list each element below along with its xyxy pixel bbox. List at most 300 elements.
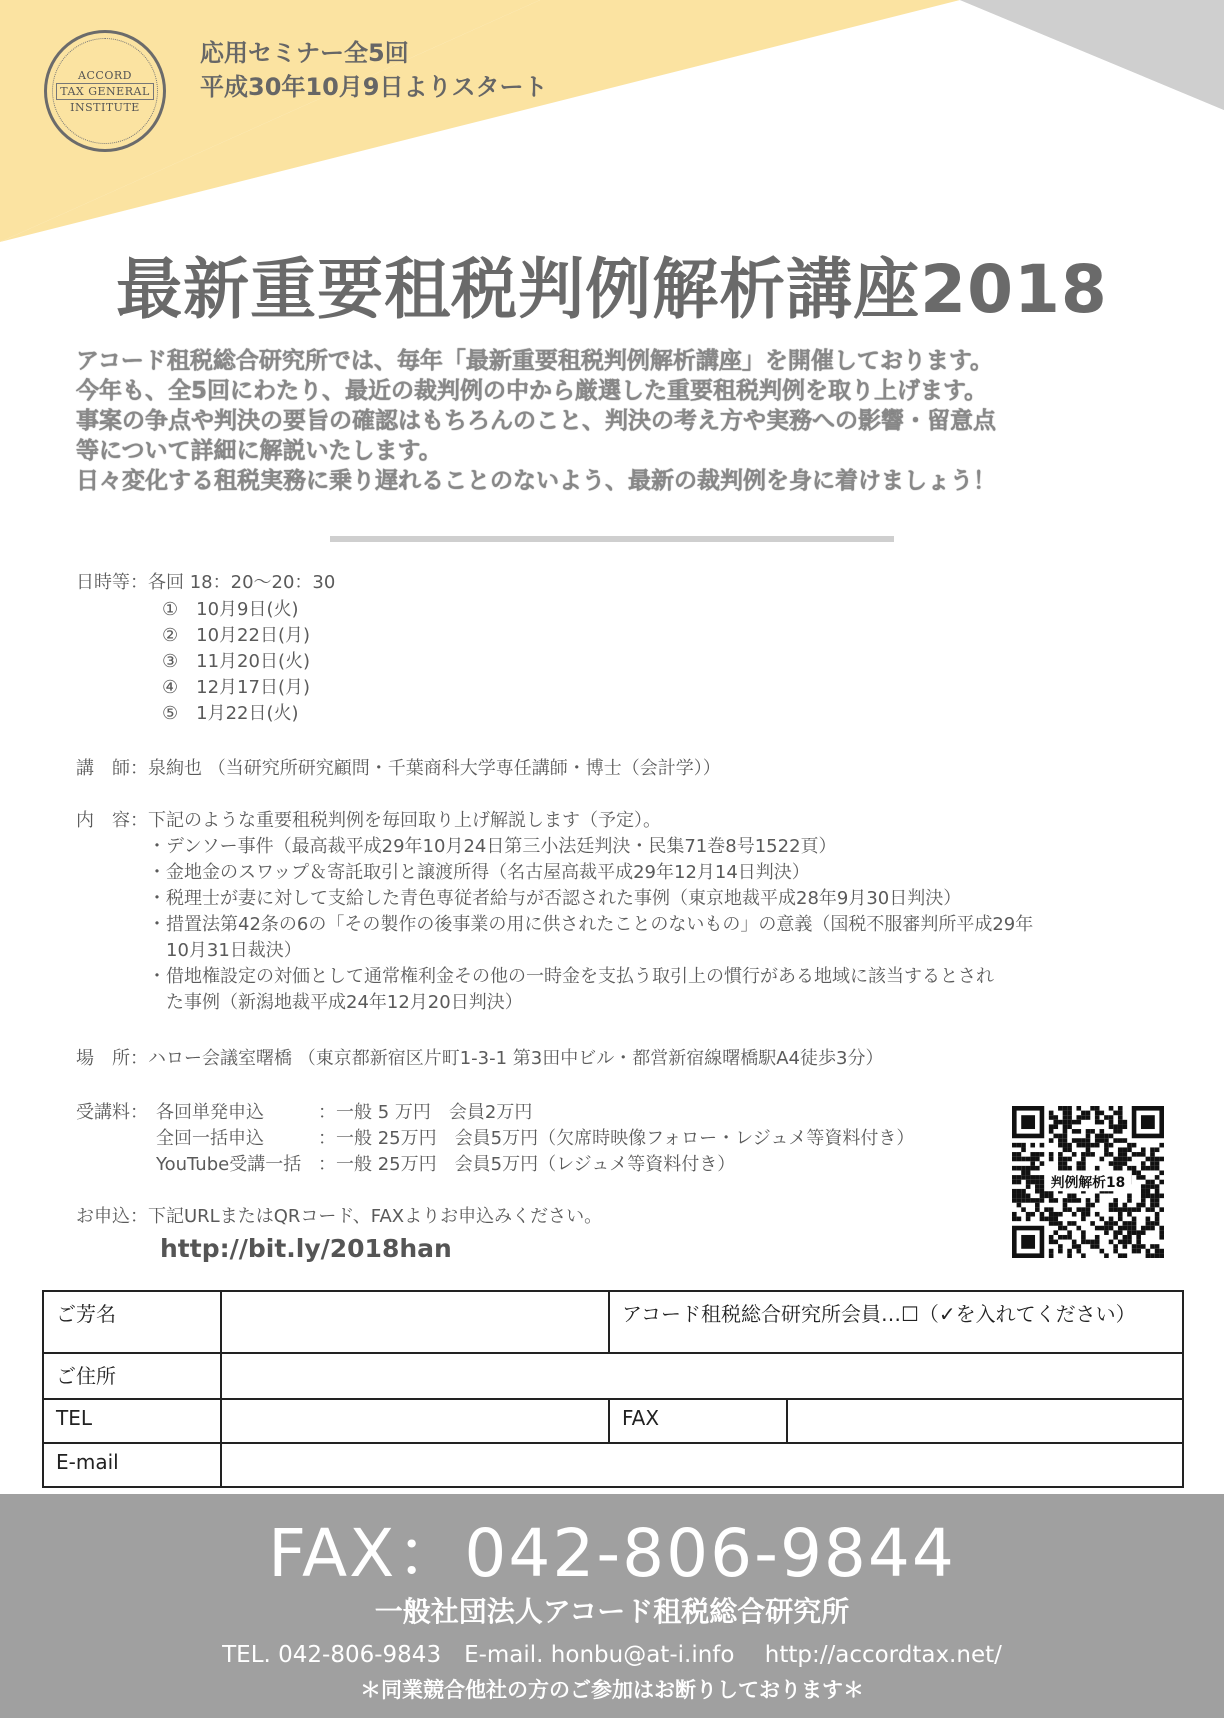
qr-module	[1058, 1138, 1063, 1143]
qr-module	[1141, 1244, 1146, 1249]
qr-module	[1090, 1203, 1095, 1208]
qr-module	[1095, 1240, 1100, 1245]
qr-module	[1159, 1253, 1164, 1258]
qr-module	[1067, 1115, 1072, 1120]
qr-module	[1012, 1157, 1017, 1162]
qr-module	[1104, 1226, 1109, 1231]
qr-module	[1017, 1152, 1022, 1157]
qr-module	[1072, 1194, 1077, 1199]
qr-module	[1081, 1161, 1086, 1166]
fees-table	[156, 1100, 914, 1178]
qr-module	[1044, 1207, 1049, 1212]
application-form	[42, 1290, 1184, 1488]
fee-detail: ：一般 25万円 会員5万円（欠席時映像フォロー・レジュメ等資料付き）	[318, 1128, 915, 1149]
qr-module	[1012, 1212, 1017, 1217]
qr-module	[1012, 1175, 1017, 1180]
qr-module	[1146, 1189, 1151, 1194]
content-list	[148, 834, 1033, 1016]
qr-module	[1063, 1235, 1068, 1240]
qr-module	[1118, 1212, 1123, 1217]
qr-module	[1159, 1230, 1164, 1235]
qr-module	[1076, 1138, 1081, 1143]
qr-module	[1118, 1166, 1123, 1171]
qr-module	[1095, 1106, 1100, 1111]
qr-module	[1136, 1235, 1141, 1240]
qr-module	[1067, 1221, 1072, 1226]
schedule-date: ② 10月22日(月)	[162, 625, 310, 646]
qr-module	[1040, 1194, 1045, 1199]
qr-module	[1123, 1157, 1128, 1162]
qr-module	[1109, 1221, 1114, 1226]
qr-module	[1123, 1161, 1128, 1166]
qr-module	[1040, 1143, 1045, 1148]
qr-module	[1049, 1207, 1054, 1212]
qr-module	[1113, 1203, 1118, 1208]
qr-module	[1159, 1207, 1164, 1212]
qr-module	[1109, 1161, 1114, 1166]
qr-module	[1155, 1249, 1160, 1254]
qr-module	[1081, 1157, 1086, 1162]
qr-module	[1081, 1240, 1086, 1245]
qr-module	[1067, 1147, 1072, 1152]
qr-module	[1058, 1249, 1063, 1254]
qr-module	[1095, 1166, 1100, 1171]
qr-module	[1109, 1217, 1114, 1222]
qr-module	[1100, 1217, 1105, 1222]
qr-module	[1072, 1221, 1077, 1226]
schedule-label: 日時等：各回 18：20～20：30	[76, 572, 336, 593]
qr-module	[1040, 1212, 1045, 1217]
qr-module	[1150, 1157, 1155, 1162]
qr-module	[1072, 1198, 1077, 1203]
footer-notice: ＊同業競合他社の方のご参加はお断りしております＊	[360, 1678, 864, 1702]
qr-module	[1155, 1244, 1160, 1249]
qr-module	[1113, 1221, 1118, 1226]
qr-module	[1053, 1230, 1058, 1235]
fee-detail: ：一般 25万円 会員5万円（レジュメ等資料付き）	[318, 1154, 736, 1175]
qr-module	[1076, 1249, 1081, 1254]
qr-module	[1136, 1230, 1141, 1235]
qr-module	[1017, 1194, 1022, 1199]
qr-module	[1132, 1249, 1137, 1254]
qr-module	[1132, 1152, 1137, 1157]
qr-module	[1026, 1217, 1031, 1222]
qr-module	[1150, 1207, 1155, 1212]
qr-module	[1040, 1184, 1045, 1189]
qr-module	[1113, 1244, 1118, 1249]
qr-module	[1127, 1147, 1132, 1152]
qr-module	[1118, 1157, 1123, 1162]
address-field[interactable]	[221, 1353, 1183, 1399]
qr-module	[1113, 1230, 1118, 1235]
qr-module	[1049, 1240, 1054, 1245]
qr-module	[1049, 1235, 1054, 1240]
qr-module	[1150, 1194, 1155, 1199]
qr-module	[1086, 1138, 1091, 1143]
qr-module	[1104, 1152, 1109, 1157]
qr-module	[1021, 1194, 1026, 1199]
qr-module	[1095, 1143, 1100, 1148]
intro-line: 等について詳細に解説いたします。	[76, 438, 442, 464]
qr-module	[1067, 1235, 1072, 1240]
intro-line: 日々変化する租税実務に乗り遅れることのないよう、最新の裁判例を身に着けましょう！	[76, 468, 996, 494]
qr-module	[1017, 1175, 1022, 1180]
qr-module	[1141, 1203, 1146, 1208]
qr-module	[1136, 1152, 1141, 1157]
qr-module	[1095, 1235, 1100, 1240]
schedule-date: ⑤ 1月22日(火)	[162, 703, 299, 724]
qr-module	[1146, 1207, 1151, 1212]
qr-module	[1067, 1230, 1072, 1235]
qr-module	[1095, 1198, 1100, 1203]
qr-module	[1026, 1184, 1031, 1189]
qr-module	[1012, 1152, 1017, 1157]
qr-module	[1063, 1203, 1068, 1208]
qr-module	[1090, 1244, 1095, 1249]
qr-module	[1123, 1138, 1128, 1143]
qr-module	[1150, 1244, 1155, 1249]
footer-organization: 一般社団法人アコード租税総合研究所	[374, 1595, 850, 1628]
qr-module	[1058, 1143, 1063, 1148]
qr-module	[1141, 1230, 1146, 1235]
qr-module	[1118, 1161, 1123, 1166]
qr-module	[1021, 1157, 1026, 1162]
qr-module	[1058, 1212, 1063, 1217]
qr-module	[1021, 1189, 1026, 1194]
qr-module	[1067, 1253, 1072, 1258]
qr-module	[1049, 1194, 1054, 1199]
qr-module	[1155, 1203, 1160, 1208]
qr-module	[1141, 1194, 1146, 1199]
qr-module	[1159, 1235, 1164, 1240]
qr-module	[1104, 1143, 1109, 1148]
qr-module	[1095, 1226, 1100, 1231]
intro-line: 事案の争点や判決の要旨の確認はもちろんのこと、判決の考え方や実務への影響・留意点	[76, 408, 996, 434]
qr-module	[1058, 1106, 1063, 1111]
qr-module	[1095, 1111, 1100, 1116]
content-item: た事例（新潟地裁平成24年12月20日判決）	[148, 992, 523, 1013]
qr-module	[1141, 1152, 1146, 1157]
qr-module	[1146, 1184, 1151, 1189]
qr-module	[1049, 1129, 1054, 1134]
fee-name: 各回単発申込	[156, 1102, 264, 1123]
qr-module	[1017, 1180, 1022, 1185]
qr-module	[1063, 1166, 1068, 1171]
qr-module	[1067, 1111, 1072, 1116]
qr-module	[1155, 1166, 1160, 1171]
banner-seminar-count: 応用セミナー全5回	[200, 39, 409, 67]
qr-module	[1090, 1106, 1095, 1111]
qr-module	[1081, 1152, 1086, 1157]
fee-row	[156, 1152, 914, 1178]
qr-module	[1021, 1143, 1026, 1148]
qr-module	[1146, 1226, 1151, 1231]
qr-module	[1150, 1226, 1155, 1231]
email-field[interactable]	[221, 1443, 1183, 1487]
qr-module	[1127, 1230, 1132, 1235]
form-label-fax: FAX	[609, 1399, 787, 1443]
qr-module	[1012, 1217, 1017, 1222]
qr-module	[1127, 1240, 1132, 1245]
qr-module	[1067, 1207, 1072, 1212]
qr-module	[1086, 1147, 1091, 1152]
qr-module	[1081, 1143, 1086, 1148]
qr-code[interactable]	[1012, 1106, 1164, 1258]
qr-module	[1118, 1138, 1123, 1143]
content-item: ・金地金のスワップ＆寄託取引と譲渡所得（名古屋高裁平成29年12月14日判決）	[148, 862, 810, 883]
qr-module	[1086, 1152, 1091, 1157]
venue-info: 場 所：ハロー会議室曙橋 （東京都新宿区片町1-3-1 第3田中ビル・都営新宿線曙橋駅A4徒歩3分）	[76, 1048, 884, 1069]
tel-field[interactable]	[221, 1399, 609, 1443]
qr-module	[1076, 1226, 1081, 1231]
qr-module	[1081, 1217, 1086, 1222]
qr-module	[1123, 1152, 1128, 1157]
qr-module	[1030, 1152, 1035, 1157]
qr-module	[1058, 1244, 1063, 1249]
qr-module	[1155, 1184, 1160, 1189]
qr-module	[1141, 1166, 1146, 1171]
qr-module	[1063, 1134, 1068, 1139]
qr-module	[1017, 1203, 1022, 1208]
qr-module	[1132, 1166, 1137, 1171]
qr-module	[1058, 1120, 1063, 1125]
qr-module	[1141, 1161, 1146, 1166]
application-url-link[interactable]: http://bit.ly/2018han	[160, 1234, 452, 1263]
qr-module	[1136, 1175, 1141, 1180]
qr-module	[1063, 1124, 1068, 1129]
qr-module	[1113, 1207, 1118, 1212]
qr-module	[1017, 1166, 1022, 1171]
qr-module	[1104, 1115, 1109, 1120]
qr-module	[1081, 1166, 1086, 1171]
qr-module	[1063, 1115, 1068, 1120]
qr-module	[1049, 1115, 1054, 1120]
qr-module	[1035, 1157, 1040, 1162]
qr-module	[1026, 1157, 1031, 1162]
qr-module	[1146, 1157, 1151, 1162]
qr-module	[1150, 1161, 1155, 1166]
qr-module	[1090, 1143, 1095, 1148]
qr-module	[1159, 1143, 1164, 1148]
qr-module	[1063, 1147, 1068, 1152]
qr-module	[1021, 1166, 1026, 1171]
qr-module	[1049, 1138, 1054, 1143]
qr-module	[1030, 1161, 1035, 1166]
qr-module	[1030, 1212, 1035, 1217]
qr-module	[1049, 1249, 1054, 1254]
qr-module	[1049, 1217, 1054, 1222]
qr-module	[1049, 1111, 1054, 1116]
qr-module	[1026, 1212, 1031, 1217]
qr-module	[1109, 1124, 1114, 1129]
qr-module	[1026, 1180, 1031, 1185]
qr-module	[1118, 1124, 1123, 1129]
qr-module	[1132, 1207, 1137, 1212]
qr-module	[1076, 1120, 1081, 1125]
form-label-tel: TEL	[43, 1399, 221, 1443]
qr-module	[1095, 1194, 1100, 1199]
qr-module	[1053, 1134, 1058, 1139]
content-item: 10月31日裁決）	[148, 940, 302, 961]
qr-module	[1136, 1244, 1141, 1249]
qr-module	[1081, 1115, 1086, 1120]
qr-module	[1113, 1138, 1118, 1143]
qr-module	[1021, 1198, 1026, 1203]
qr-module	[1109, 1120, 1114, 1125]
form-label-name: ご芳名	[43, 1291, 221, 1353]
qr-module	[1017, 1217, 1022, 1222]
qr-module	[1104, 1221, 1109, 1226]
qr-module	[1049, 1198, 1054, 1203]
qr-module	[1150, 1147, 1155, 1152]
qr-module	[1040, 1198, 1045, 1203]
qr-module	[1053, 1198, 1058, 1203]
qr-module	[1150, 1221, 1155, 1226]
qr-module	[1058, 1157, 1063, 1162]
qr-module	[1058, 1134, 1063, 1139]
section-divider	[330, 536, 894, 542]
qr-module	[1030, 1166, 1035, 1171]
qr-module	[1012, 1198, 1017, 1203]
qr-module	[1118, 1253, 1123, 1258]
qr-module	[1026, 1166, 1031, 1171]
qr-module	[1132, 1244, 1137, 1249]
qr-module	[1086, 1203, 1091, 1208]
qr-module	[1127, 1143, 1132, 1148]
schedule-date: ④ 12月17日(月)	[162, 677, 310, 698]
qr-module	[1136, 1240, 1141, 1245]
qr-label: 判例解析18	[1050, 1175, 1126, 1192]
qr-module	[1090, 1129, 1095, 1134]
qr-module	[1155, 1221, 1160, 1226]
qr-module	[1109, 1134, 1114, 1139]
qr-module	[1072, 1138, 1077, 1143]
qr-module	[1076, 1161, 1081, 1166]
qr-module	[1090, 1152, 1095, 1157]
qr-module	[1123, 1235, 1128, 1240]
qr-module	[1150, 1180, 1155, 1185]
qr-module	[1053, 1221, 1058, 1226]
qr-module	[1123, 1244, 1128, 1249]
fee-name: 全回一括申込	[156, 1128, 264, 1149]
fee-row	[156, 1126, 914, 1152]
qr-module	[1095, 1115, 1100, 1120]
lecturer-info: 講 師：泉絢也 （当研究所研究顧問・千葉商科大学専任講師・博士（会計学））	[76, 758, 721, 779]
qr-module	[1021, 1147, 1026, 1152]
qr-module	[1086, 1198, 1091, 1203]
qr-module	[1109, 1207, 1114, 1212]
name-field[interactable]	[221, 1291, 609, 1353]
qr-module	[1030, 1157, 1035, 1162]
qr-module	[1123, 1207, 1128, 1212]
qr-module	[1127, 1194, 1132, 1199]
qr-module	[1086, 1240, 1091, 1245]
qr-module	[1146, 1253, 1151, 1258]
qr-module	[1100, 1134, 1105, 1139]
content-item: ・措置法第42条の6の「その製作の後事業の用に供されたことのないもの」の意義（国税不服審判所平成29年	[148, 914, 1034, 935]
qr-module	[1123, 1120, 1128, 1125]
qr-module	[1049, 1212, 1054, 1217]
seal-line-3: INSTITUTE	[70, 100, 140, 114]
form-label-address: ご住所	[43, 1353, 221, 1399]
qr-module	[1030, 1175, 1035, 1180]
qr-module	[1067, 1124, 1072, 1129]
intro-line: 今年も、全5回にわたり、最近の裁判例の中から厳選した重要租税判例を取り上げます。	[76, 378, 988, 404]
qr-module	[1035, 1175, 1040, 1180]
form-label-email: E-mail	[43, 1443, 221, 1487]
qr-module	[1072, 1240, 1077, 1245]
qr-module	[1150, 1198, 1155, 1203]
qr-module	[1100, 1120, 1105, 1125]
qr-module	[1058, 1152, 1063, 1157]
fax-field[interactable]	[787, 1399, 1183, 1443]
qr-module	[1067, 1249, 1072, 1254]
qr-module	[1017, 1189, 1022, 1194]
qr-module	[1141, 1198, 1146, 1203]
qr-module	[1086, 1129, 1091, 1134]
qr-module	[1040, 1217, 1045, 1222]
qr-module	[1146, 1249, 1151, 1254]
qr-module	[1113, 1129, 1118, 1134]
qr-module	[1090, 1221, 1095, 1226]
member-checkbox-field[interactable]: アコード租税総合研究所会員…☐（✓を入れてください）	[609, 1291, 1183, 1353]
qr-module	[1063, 1157, 1068, 1162]
qr-module	[1123, 1226, 1128, 1231]
qr-module	[1100, 1138, 1105, 1143]
gray-wedge	[960, 0, 1224, 110]
qr-module	[1058, 1221, 1063, 1226]
qr-module	[1049, 1157, 1054, 1162]
qr-module	[1113, 1198, 1118, 1203]
qr-module	[1141, 1184, 1146, 1189]
qr-module	[1113, 1111, 1118, 1116]
qr-module	[1155, 1198, 1160, 1203]
qr-module	[1118, 1207, 1123, 1212]
qr-module	[1155, 1175, 1160, 1180]
qr-module	[1109, 1143, 1114, 1148]
qr-module	[1017, 1157, 1022, 1162]
qr-module	[1035, 1203, 1040, 1208]
qr-module	[1086, 1115, 1091, 1120]
qr-module	[1159, 1157, 1164, 1162]
qr-module	[1100, 1129, 1105, 1134]
qr-module	[1123, 1124, 1128, 1129]
qr-module	[1118, 1111, 1123, 1116]
qr-module	[1100, 1111, 1105, 1116]
qr-module	[1109, 1240, 1114, 1245]
footer-contact: TEL. 042-806-9843 E-mail. honbu@at-i.info http://accordtax.net/	[222, 1642, 1002, 1668]
qr-module	[1067, 1143, 1072, 1148]
qr-module	[1063, 1129, 1068, 1134]
qr-module	[1063, 1198, 1068, 1203]
qr-module	[1109, 1203, 1114, 1208]
qr-module	[1067, 1157, 1072, 1162]
qr-module	[1026, 1198, 1031, 1203]
qr-module	[1109, 1152, 1114, 1157]
seal-line-1: ACCORD	[78, 68, 132, 82]
qr-module	[1141, 1226, 1146, 1231]
qr-module	[1030, 1198, 1035, 1203]
qr-module	[1076, 1143, 1081, 1148]
qr-module	[1113, 1166, 1118, 1171]
qr-module	[1109, 1226, 1114, 1231]
qr-module	[1072, 1212, 1077, 1217]
qr-module	[1104, 1230, 1109, 1235]
qr-module	[1076, 1244, 1081, 1249]
content-label: 内 容：下記のような重要租税判例を毎回取り上げ解説します（予定）。	[76, 810, 661, 831]
content-item: ・借地権設定の対価として通常権利金その他の一時金を支払う取引上の慣行がある地域に該当するとされ	[148, 966, 994, 987]
qr-module	[1118, 1120, 1123, 1125]
